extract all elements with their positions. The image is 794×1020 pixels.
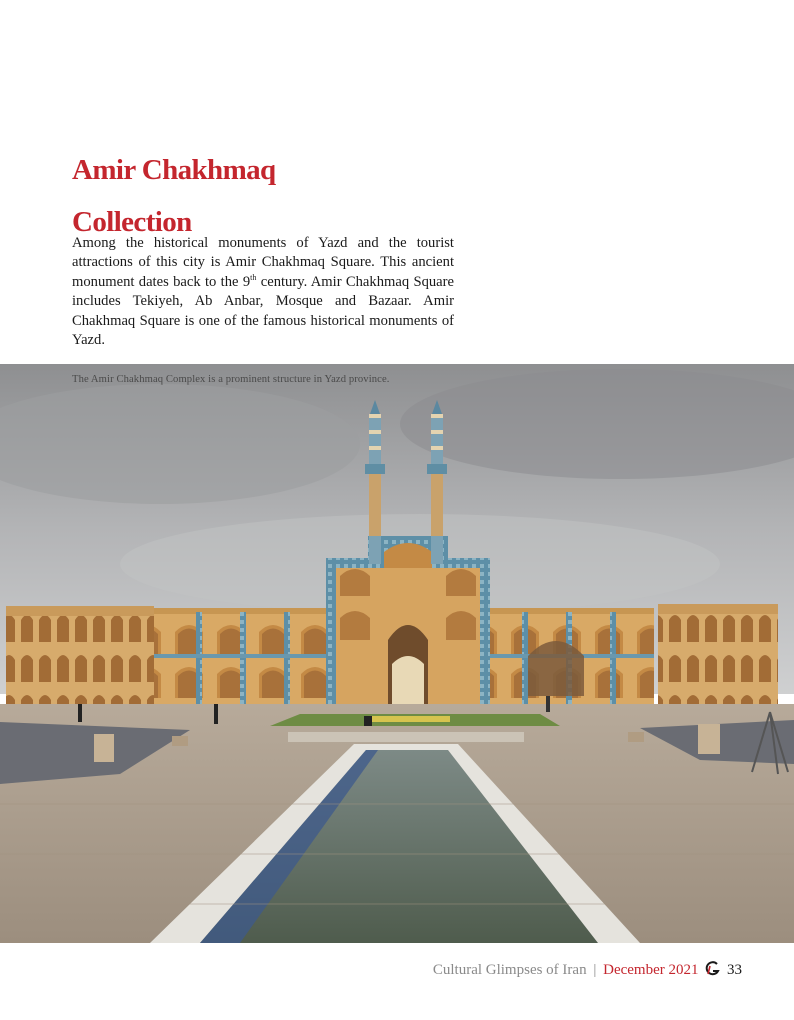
amir-chakhmaq-photo <box>0 364 794 943</box>
article-title-line-1: Amir Chakhmaq <box>72 154 276 186</box>
footer-separator: | <box>593 962 597 978</box>
ordinal-suffix: th <box>250 272 257 282</box>
page-number: 33 <box>727 962 742 978</box>
photo-caption: The Amir Chakhmaq Complex is a prominent structure in Yazd province. <box>72 374 390 385</box>
article-title-line-2: Collection <box>72 206 192 238</box>
article-title <box>72 144 276 248</box>
article-body <box>72 234 454 350</box>
cgi-logo-icon <box>704 960 721 982</box>
publication-name: Cultural Glimpses of Iran <box>432 962 587 978</box>
issue-date: December 2021 <box>603 962 699 978</box>
article-body-text-2: century. Amir Chakhmaq Square includes Tekiyeh, Ab Anbar, Mosque and Bazaar. Amir Chakhmaq Square is one of the famous historical monuments of Yazd. <box>72 273 454 349</box>
article-body-text-1: Among the historical monuments of Yazd and the tourist attractions of this city is Amir Chakhmaq Square. This ancient monument dates back to the 9 <box>72 235 454 290</box>
page-footer <box>433 960 742 982</box>
